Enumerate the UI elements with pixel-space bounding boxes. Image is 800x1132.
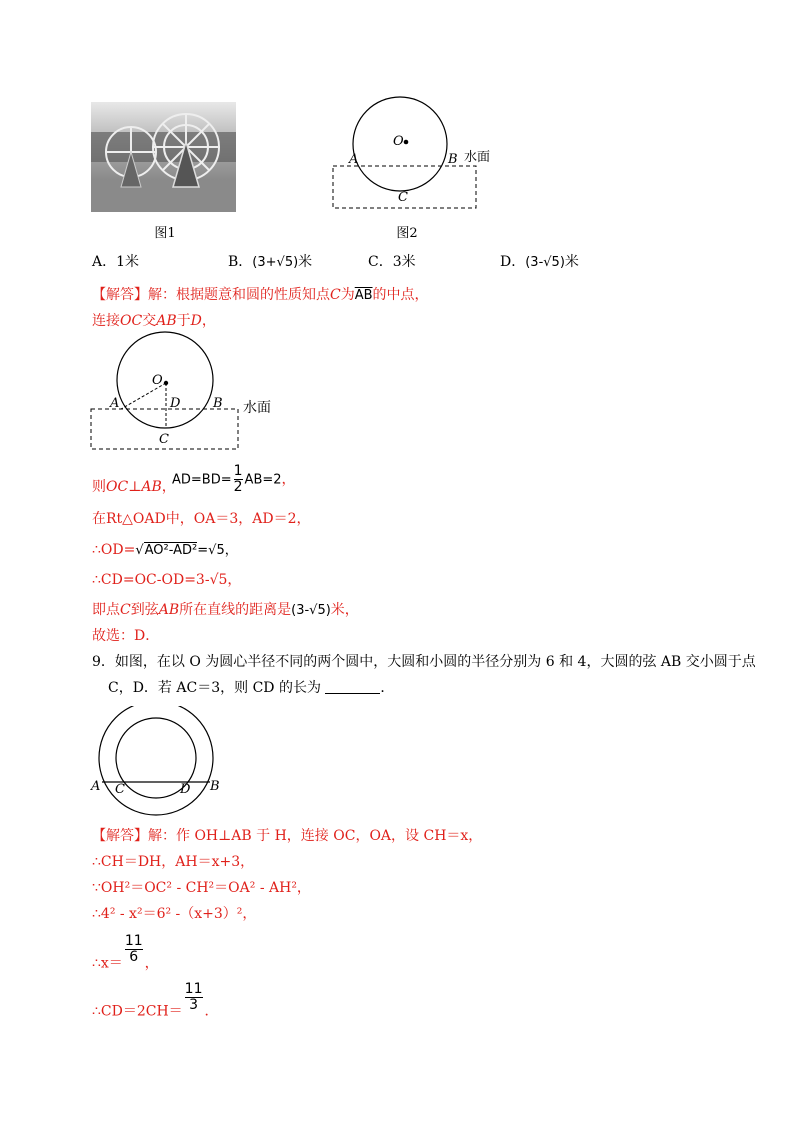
sol8-line7	[92, 600, 359, 621]
sol8-l2-d: D	[190, 313, 202, 329]
sol9-l6-pre: ∴CD＝2CH＝	[92, 1003, 183, 1020]
sol8-line4: 在Rt△OAD中，OA＝3，AD＝2，	[92, 511, 311, 527]
sol8-tag: 【解答】	[92, 287, 148, 303]
sol8-line3-eq	[172, 464, 296, 495]
sol8-l7-ab: AB	[158, 602, 180, 618]
sol8-l2-a: 连接	[92, 313, 120, 329]
sol8-l7-unit: 米，	[330, 602, 359, 618]
fig4-label-a: A	[91, 779, 101, 794]
option-b	[228, 252, 312, 273]
sol9-tag: 【解答】	[92, 828, 148, 844]
sol8-l7-b: 到弦	[130, 602, 159, 618]
sol8-l2-ab: AB	[156, 313, 177, 329]
fig2-label-c: C	[398, 190, 408, 205]
fig3-label-water: 水面	[243, 400, 271, 416]
option-b-unit: 米	[298, 254, 313, 270]
sol8-l3-eq2: AB=2	[244, 472, 282, 488]
sol8-line1	[92, 285, 429, 306]
answer-blank	[325, 679, 380, 694]
fig2-label-b: B	[448, 152, 458, 167]
option-d-prefix: D．	[500, 254, 526, 270]
problem9-line1: 9．如图，在以 O 为圆心半径不同的两个圆中，大圆和小圆的半径分别为 6 和 4，大圆的弦 AB 交小圆于点	[92, 654, 756, 670]
sol8-l5-post: =√5，	[197, 543, 238, 558]
sol9-line1	[92, 826, 482, 846]
option-a: A．1米	[92, 254, 140, 270]
fig3-label-o: O	[152, 373, 163, 388]
sol9-line6	[92, 982, 219, 1022]
sol8-l3-eq1: AD=BD=	[172, 472, 232, 488]
sol8-l7-c: C	[120, 602, 131, 618]
frac-11-6-num: 11	[124, 933, 143, 949]
option-c: C．3米	[368, 254, 416, 270]
sol8-l2-b: 交	[142, 313, 157, 329]
frac-half-den: 2	[233, 479, 243, 495]
option-d-unit: 米	[564, 254, 579, 270]
sol8-text-d: 的中点，	[372, 287, 429, 303]
sol8-line5: ∴OD=√AO²-AD²=√5，	[92, 542, 238, 558]
sol8-l3-a: 则	[92, 479, 106, 495]
figure-1-caption: 图1	[154, 226, 176, 241]
problem9-l2-end: ．	[380, 680, 395, 696]
sol8-l7-a: 即点	[92, 602, 120, 618]
fraction-half	[234, 464, 243, 495]
center-point	[404, 140, 409, 145]
sol8-l7-expr: (3-√5)	[291, 603, 331, 618]
sol8-l5-pre: ∴OD=	[92, 542, 136, 558]
option-d	[500, 252, 579, 273]
fraction-11-3	[185, 982, 203, 1013]
sol9-l1: 解：作 OH⊥AB 于 H，连接 OC，OA，设 CH＝x，	[148, 828, 483, 844]
figure-3	[88, 328, 288, 453]
figure-2-caption: 图2	[396, 226, 418, 241]
fig2-label-water: 水面	[464, 150, 491, 165]
sol8-line8: 故选：D．	[92, 628, 160, 644]
water-wheel-photo	[91, 102, 236, 212]
fig4-label-d: D	[180, 782, 191, 797]
sol9-l5-pre: ∴x＝	[92, 955, 123, 972]
frac-11-6-den: 6	[129, 949, 139, 965]
sol8-arc-ab: $\overline{AB}$	[354, 288, 373, 303]
option-d-expr: (3-√5)	[525, 255, 565, 270]
fig3-label-a: A	[110, 396, 120, 411]
sol8-l5-rad: AO²-AD²	[144, 543, 198, 558]
problem9-line2	[108, 678, 394, 698]
sol9-l5-end: ，	[144, 955, 159, 972]
fig2-label-a: A	[349, 152, 359, 167]
sol8-l2-c: 于	[176, 313, 191, 329]
fig2-label-o: O	[393, 134, 404, 149]
sol8-l2-e: ，	[201, 313, 216, 329]
fig3-circle	[117, 332, 213, 428]
fig4-label-c: C	[115, 782, 125, 797]
sol8-text-b: 为	[340, 287, 355, 303]
sol9-line2: ∴CH＝DH，AH＝x+3，	[92, 854, 255, 870]
fig3-label-c: C	[159, 432, 169, 447]
frac-half-num: 1	[233, 463, 243, 479]
sol8-l2-oc: OC	[120, 313, 143, 329]
fig4-label-b: B	[210, 779, 220, 794]
sol9-line3: ∵OH²＝OC² - CH²＝OA² - AH²，	[92, 880, 311, 896]
sol9-line4: ∴4² - x²＝6² -（x+3）²，	[92, 906, 257, 922]
option-b-prefix: B．	[228, 254, 253, 270]
sol8-l3-end: ，	[281, 471, 296, 488]
sol8-point-c: C	[330, 287, 341, 303]
figure-1	[91, 102, 236, 212]
fraction-11-6	[125, 934, 143, 965]
frac-11-3-den: 3	[189, 997, 199, 1013]
fig3-label-b: B	[213, 396, 223, 411]
sol8-l7-d: 所在直线的距离是	[179, 602, 292, 618]
sol8-line6: ∴CD=OC-OD=3-√5，	[92, 572, 242, 588]
fig3-label-d: D	[170, 396, 181, 411]
sol8-l3-c: ，	[161, 479, 176, 495]
sol9-l6-end: ．	[204, 1003, 219, 1020]
sol9-line5	[92, 934, 159, 974]
sol8-line3	[92, 477, 176, 497]
sol8-l3-b: OC⊥AB	[106, 479, 162, 495]
frac-11-3-num: 11	[184, 981, 203, 997]
sol8-text-a: 解：根据题意和圆的性质知点	[148, 287, 330, 303]
option-b-expr: (3+√5)	[252, 255, 299, 270]
problem9-l2-a: C，D．若 AC＝3，则 CD 的长为	[108, 680, 321, 696]
